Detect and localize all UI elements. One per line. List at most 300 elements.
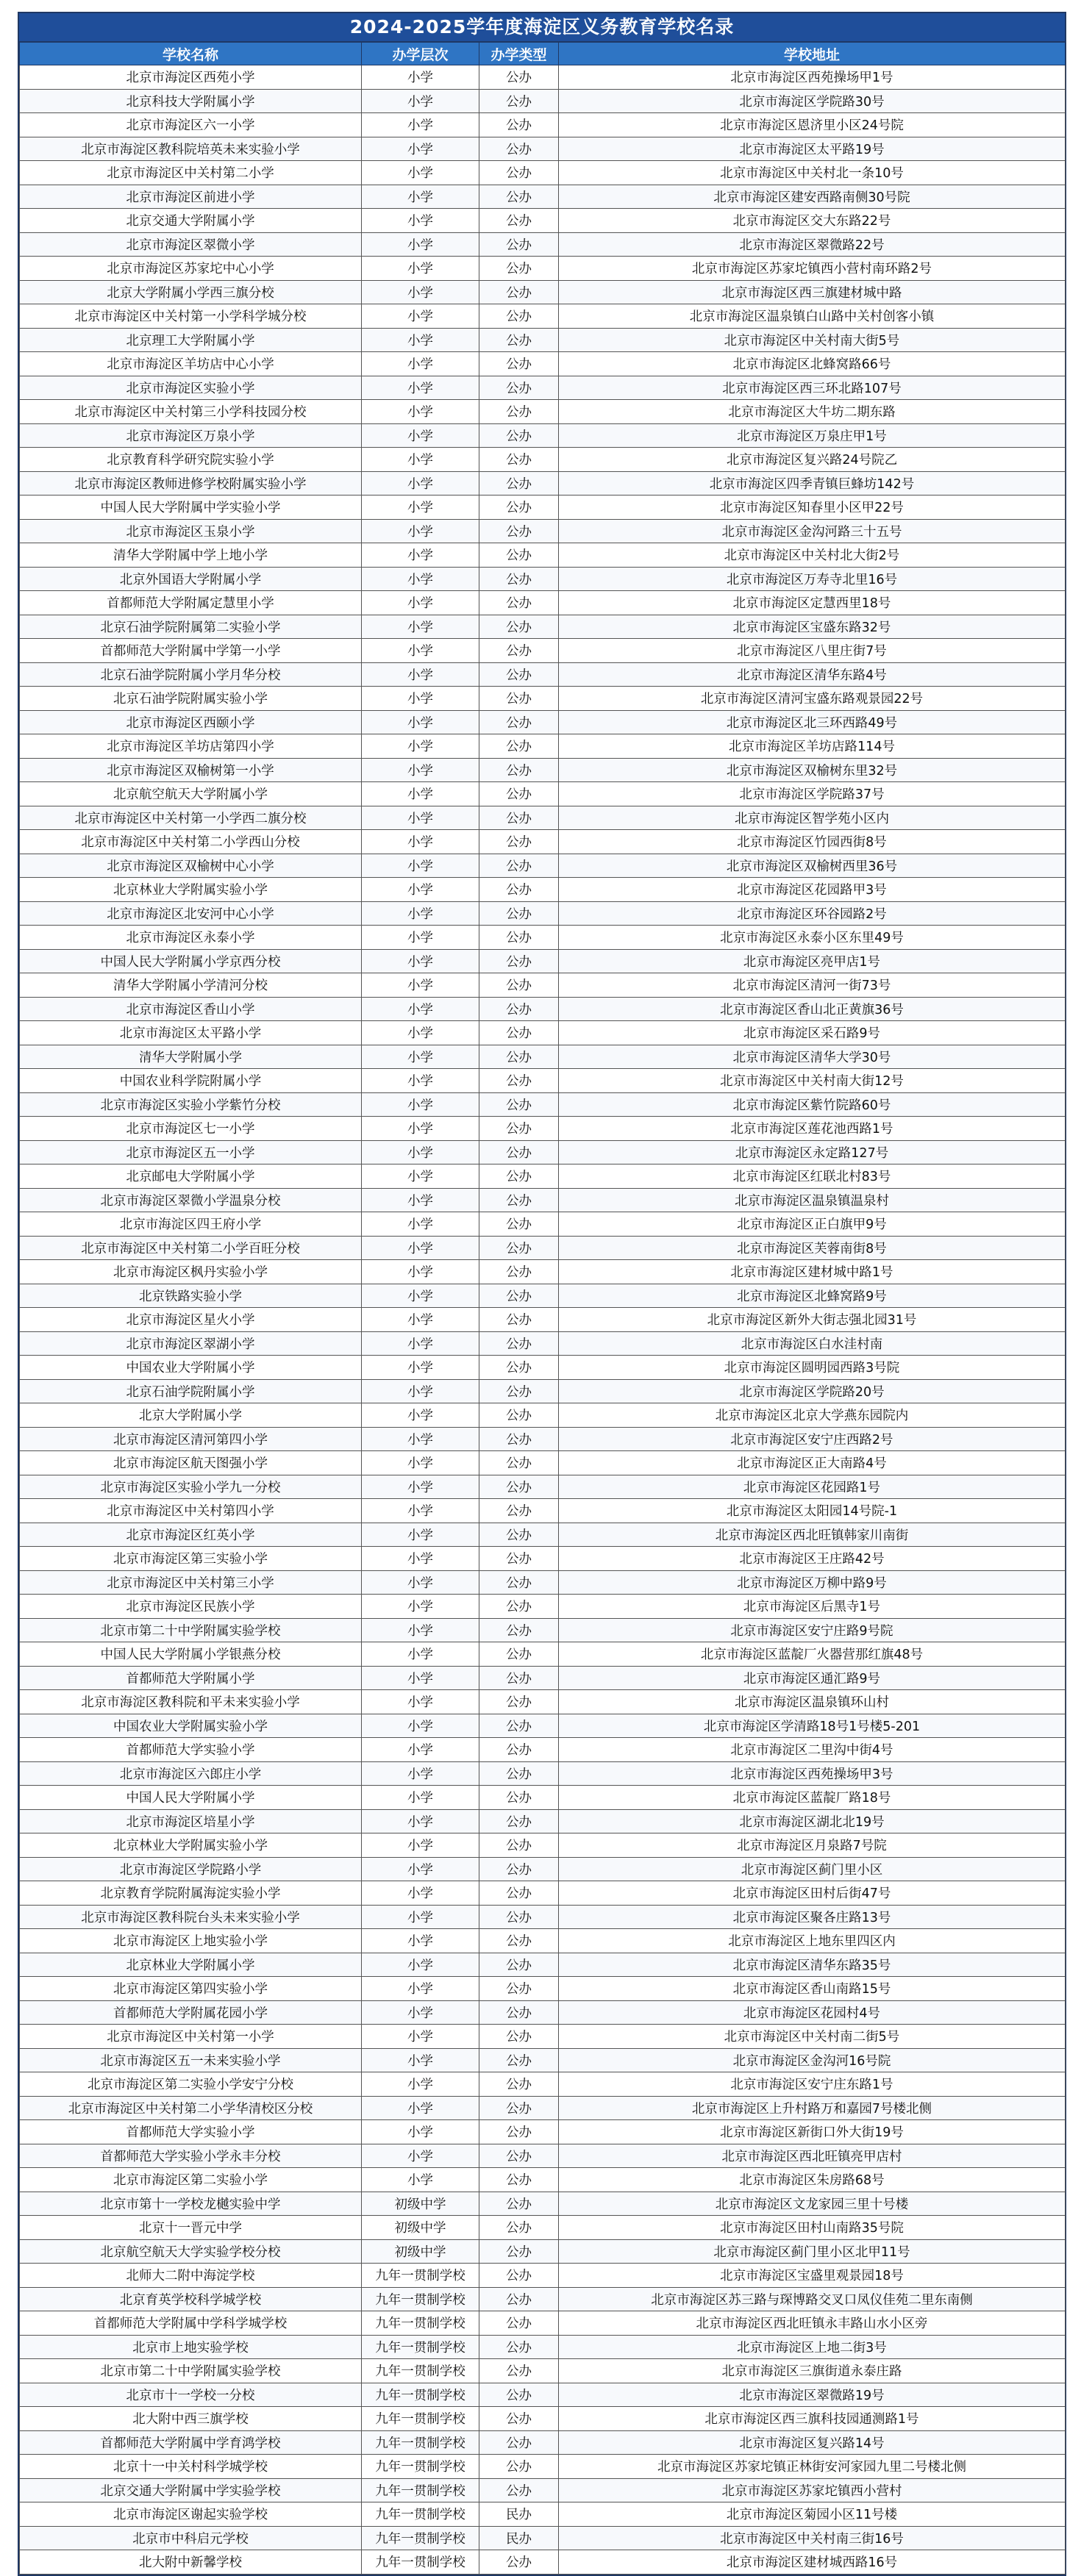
school-name-cell: 北京市海淀区第四实验小学 — [20, 1977, 362, 2001]
school-name-cell: 北京市海淀区双榆树第一小学 — [20, 758, 362, 782]
table-row — [20, 471, 1066, 495]
school-address-cell: 北京市海淀区紫竹院路60号 — [559, 1092, 1066, 1117]
school-type-cell: 公办 — [479, 1117, 559, 1141]
table-row — [20, 830, 1066, 854]
table-row — [20, 2502, 1066, 2527]
school-address-cell: 北京市海淀区采石路9号 — [559, 1021, 1066, 1045]
school-type-cell: 公办 — [479, 1761, 559, 1786]
school-level-cell: 小学 — [362, 806, 479, 830]
school-address-cell: 北京市海淀区中关村南三街16号 — [559, 2526, 1066, 2550]
school-level-cell: 小学 — [362, 1905, 479, 1929]
table-row — [20, 1260, 1066, 1284]
table-row — [20, 1117, 1066, 1141]
school-level-cell: 小学 — [362, 1475, 479, 1499]
school-name-cell: 北京交通大学附属小学 — [20, 209, 362, 233]
school-address-cell: 北京市海淀区后黑寺1号 — [559, 1595, 1066, 1619]
table-row — [20, 2311, 1066, 2336]
table-row — [20, 2264, 1066, 2288]
school-level-cell: 九年一贯制学校 — [362, 2455, 479, 2479]
school-type-cell: 公办 — [479, 185, 559, 209]
school-address-cell: 北京市海淀区香山南路15号 — [559, 1977, 1066, 2001]
table-row — [20, 1570, 1066, 1595]
school-level-cell: 小学 — [362, 1953, 479, 1977]
table-row — [20, 1308, 1066, 1332]
school-type-cell: 公办 — [479, 1714, 559, 1738]
school-name-cell: 北大附中西三旗学校 — [20, 2407, 362, 2431]
school-type-cell: 公办 — [479, 2072, 559, 2097]
school-level-cell: 小学 — [362, 471, 479, 495]
school-name-cell: 北京市海淀区第二实验小学安宁分校 — [20, 2072, 362, 2097]
school-level-cell: 小学 — [362, 591, 479, 615]
school-level-cell: 小学 — [362, 1092, 479, 1117]
school-name-cell: 中国农业大学附属小学 — [20, 1356, 362, 1380]
table-row — [20, 1356, 1066, 1380]
table-row — [20, 328, 1066, 352]
school-level-cell: 小学 — [362, 185, 479, 209]
school-level-cell: 小学 — [362, 352, 479, 376]
school-level-cell: 小学 — [362, 89, 479, 113]
school-level-cell: 小学 — [362, 543, 479, 568]
table-row — [20, 1427, 1066, 1451]
school-name-cell: 北京市海淀区中关村第三小学 — [20, 1570, 362, 1595]
school-address-cell: 北京市海淀区田村后街47号 — [559, 1881, 1066, 1906]
school-level-cell: 小学 — [362, 209, 479, 233]
school-level-cell: 小学 — [362, 1690, 479, 1714]
school-address-cell: 北京市海淀区复兴路24号院乙 — [559, 448, 1066, 472]
school-type-cell: 公办 — [479, 949, 559, 973]
school-name-cell: 北京市海淀区前进小学 — [20, 185, 362, 209]
school-name-cell: 北京市中科启元学校 — [20, 2526, 362, 2550]
school-type-cell: 公办 — [479, 65, 559, 90]
school-type-cell: 公办 — [479, 997, 559, 1021]
school-name-cell: 北京十一晋元中学 — [20, 2216, 362, 2240]
school-address-cell: 北京市海淀区芙蓉南街8号 — [559, 1236, 1066, 1260]
school-level-cell: 小学 — [362, 328, 479, 352]
school-name-cell: 北京市十一学校一分校 — [20, 2383, 362, 2407]
school-address-cell: 北京市海淀区翠微路19号 — [559, 2383, 1066, 2407]
school-address-cell: 北京市海淀区北京大学燕东园院内 — [559, 1403, 1066, 1428]
school-level-cell: 小学 — [362, 567, 479, 591]
table-row — [20, 687, 1066, 711]
school-address-cell: 北京市海淀区聚各庄路13号 — [559, 1905, 1066, 1929]
table-row — [20, 1857, 1066, 1881]
school-type-cell: 公办 — [479, 926, 559, 950]
school-name-cell: 北京市海淀区翠湖小学 — [20, 1331, 362, 1356]
school-name-cell: 首都师范大学附属定慧里小学 — [20, 591, 362, 615]
school-type-cell: 公办 — [479, 2383, 559, 2407]
school-address-cell: 北京市海淀区正大南路4号 — [559, 1451, 1066, 1475]
school-name-cell: 北京市海淀区玉泉小学 — [20, 519, 362, 543]
school-level-cell: 小学 — [362, 1738, 479, 1762]
school-name-cell: 北京市海淀区香山小学 — [20, 997, 362, 1021]
table-row — [20, 376, 1066, 400]
school-level-cell: 小学 — [362, 423, 479, 448]
table-row — [20, 2025, 1066, 2049]
school-address-cell: 北京市海淀区八里庄街7号 — [559, 639, 1066, 663]
school-type-cell: 公办 — [479, 687, 559, 711]
school-address-cell: 北京市海淀区中关村北大街2号 — [559, 543, 1066, 568]
school-name-cell: 北京市海淀区太平路小学 — [20, 1021, 362, 1045]
school-address-cell: 北京市海淀区蓟门里小区 — [559, 1857, 1066, 1881]
table-row — [20, 1618, 1066, 1642]
table-row — [20, 257, 1066, 281]
school-address-cell: 北京市海淀区清华东路4号 — [559, 662, 1066, 687]
school-name-cell: 首都师范大学实验小学 — [20, 1738, 362, 1762]
school-level-cell: 小学 — [362, 830, 479, 854]
school-level-cell: 小学 — [362, 1451, 479, 1475]
school-address-cell: 北京市海淀区湖北北19号 — [559, 1809, 1066, 1833]
school-name-cell: 首都师范大学附属中学科学城学校 — [20, 2311, 362, 2336]
school-type-cell: 公办 — [479, 2335, 559, 2359]
school-name-cell: 北京市海淀区航天图强小学 — [20, 1451, 362, 1475]
table-row — [20, 1212, 1066, 1237]
school-address-cell: 北京市海淀区定慧西里18号 — [559, 591, 1066, 615]
school-address-cell: 北京市海淀区二里沟中街4号 — [559, 1738, 1066, 1762]
school-type-cell: 公办 — [479, 232, 559, 257]
school-name-cell: 北京市海淀区枫丹实验小学 — [20, 1260, 362, 1284]
school-name-cell: 北京市海淀区双榆树中心小学 — [20, 854, 362, 878]
school-address-cell: 北京市海淀区金沟河路三十五号 — [559, 519, 1066, 543]
school-name-cell: 中国人民大学附属小学银燕分校 — [20, 1642, 362, 1667]
school-level-cell: 小学 — [362, 1140, 479, 1164]
school-level-cell: 小学 — [362, 495, 479, 520]
school-name-cell: 北京市海淀区清河第四小学 — [20, 1427, 362, 1451]
school-address-cell: 北京市海淀区宝盛东路32号 — [559, 615, 1066, 639]
school-level-cell: 小学 — [362, 1427, 479, 1451]
school-level-cell: 九年一贯制学校 — [362, 2383, 479, 2407]
table-row — [20, 1595, 1066, 1619]
table-row — [20, 734, 1066, 759]
school-level-cell: 小学 — [362, 615, 479, 639]
school-level-cell: 小学 — [362, 113, 479, 137]
school-type-cell: 公办 — [479, 423, 559, 448]
header-row — [20, 43, 1066, 65]
table-row — [20, 1499, 1066, 1523]
school-level-cell: 小学 — [362, 926, 479, 950]
table-row — [20, 782, 1066, 806]
school-address-cell: 北京市海淀区太平路19号 — [559, 137, 1066, 161]
school-name-cell: 北京市海淀区实验小学紫竹分校 — [20, 1092, 362, 1117]
school-directory-sheet — [18, 12, 1066, 2576]
school-name-cell: 北师大二附中海淀学校 — [20, 2264, 362, 2288]
school-address-cell: 北京市海淀区蓝靛厂火器营那红旗48号 — [559, 1642, 1066, 1667]
school-type-cell: 公办 — [479, 1236, 559, 1260]
school-address-cell: 北京市海淀区中关村南大街5号 — [559, 328, 1066, 352]
school-name-cell: 北京石油学院附属第二实验小学 — [20, 615, 362, 639]
table-row — [20, 1236, 1066, 1260]
school-address-cell: 北京市海淀区双榆树西里36号 — [559, 854, 1066, 878]
school-type-cell: 公办 — [479, 854, 559, 878]
school-level-cell: 九年一贯制学校 — [362, 2430, 479, 2455]
school-name-cell: 中国人民大学附属小学 — [20, 1786, 362, 1810]
school-name-cell: 中国人民大学附属中学实验小学 — [20, 495, 362, 520]
table-row — [20, 1953, 1066, 1977]
table-row — [20, 1833, 1066, 1858]
table-row — [20, 65, 1066, 90]
school-name-cell: 北京石油学院附属小学月华分校 — [20, 662, 362, 687]
school-level-cell: 小学 — [362, 1379, 479, 1403]
table-row — [20, 1021, 1066, 1045]
table-row — [20, 519, 1066, 543]
school-name-cell: 清华大学附属小学清河分校 — [20, 973, 362, 998]
school-address-cell: 北京市海淀区朱房路68号 — [559, 2168, 1066, 2192]
school-name-cell: 北京市海淀区七一小学 — [20, 1117, 362, 1141]
school-name-cell: 北京市海淀区羊坊店中心小学 — [20, 352, 362, 376]
table-row — [20, 185, 1066, 209]
school-name-cell: 北京市海淀区谢起实验学校 — [20, 2502, 362, 2527]
school-type-cell: 公办 — [479, 1809, 559, 1833]
school-type-cell: 公办 — [479, 2144, 559, 2168]
school-name-cell: 北京市海淀区六郎庄小学 — [20, 1761, 362, 1786]
school-type-cell: 公办 — [479, 519, 559, 543]
school-level-cell: 小学 — [362, 662, 479, 687]
table-row — [20, 1379, 1066, 1403]
school-name-cell: 北京市海淀区六一小学 — [20, 113, 362, 137]
school-address-cell: 北京市海淀区蓝靛厂路18号 — [559, 1786, 1066, 1810]
school-type-cell: 公办 — [479, 758, 559, 782]
school-type-cell: 公办 — [479, 1356, 559, 1380]
school-name-cell: 北京林业大学附属小学 — [20, 1953, 362, 1977]
school-type-cell: 公办 — [479, 662, 559, 687]
school-level-cell: 小学 — [362, 1714, 479, 1738]
school-name-cell: 北京市海淀区苏家坨中心小学 — [20, 257, 362, 281]
school-level-cell: 九年一贯制学校 — [362, 2264, 479, 2288]
school-address-cell: 北京市海淀区太阳园14号院-1 — [559, 1499, 1066, 1523]
table-row — [20, 1451, 1066, 1475]
school-level-cell: 小学 — [362, 1761, 479, 1786]
school-name-cell: 北京教育科学研究院实验小学 — [20, 448, 362, 472]
school-name-cell: 北京市海淀区西颐小学 — [20, 710, 362, 734]
table-row — [20, 901, 1066, 926]
table-row — [20, 878, 1066, 902]
table-row — [20, 567, 1066, 591]
table-row — [20, 2120, 1066, 2144]
school-type-cell: 公办 — [479, 376, 559, 400]
school-name-cell: 北京市海淀区实验小学 — [20, 376, 362, 400]
school-name-cell: 北京市海淀区实验小学九一分校 — [20, 1475, 362, 1499]
school-type-cell: 公办 — [479, 639, 559, 663]
table-row — [20, 1523, 1066, 1547]
school-type-cell: 公办 — [479, 1881, 559, 1906]
school-address-cell: 北京市海淀区白水洼村南 — [559, 1331, 1066, 1356]
school-type-cell: 公办 — [479, 1833, 559, 1858]
school-level-cell: 小学 — [362, 758, 479, 782]
school-address-cell: 北京市海淀区安宁庄东路1号 — [559, 2072, 1066, 2097]
school-type-cell: 公办 — [479, 1595, 559, 1619]
school-address-cell: 北京市海淀区上地二街3号 — [559, 2335, 1066, 2359]
school-address-cell: 北京市海淀区新外大街志强北园31号 — [559, 1308, 1066, 1332]
school-name-cell: 北京市海淀区教科院和平未来实验小学 — [20, 1690, 362, 1714]
school-name-cell: 北京市海淀区北安河中心小学 — [20, 901, 362, 926]
school-name-cell: 北京市海淀区中关村第一小学 — [20, 2025, 362, 2049]
header-school-address: 学校地址 — [559, 43, 1066, 65]
school-level-cell: 小学 — [362, 710, 479, 734]
table-row — [20, 1761, 1066, 1786]
school-type-cell: 公办 — [479, 1857, 559, 1881]
school-level-cell: 小学 — [362, 2072, 479, 2097]
school-type-cell: 公办 — [479, 2478, 559, 2502]
school-name-cell: 北京科技大学附属小学 — [20, 89, 362, 113]
table-row — [20, 113, 1066, 137]
school-name-cell: 北京市海淀区培星小学 — [20, 1809, 362, 1833]
school-address-cell: 北京市海淀区西苑操场甲1号 — [559, 65, 1066, 90]
table-row — [20, 1045, 1066, 1069]
school-address-cell: 北京市海淀区文龙家园三里十号楼 — [559, 2192, 1066, 2216]
school-level-cell: 小学 — [362, 519, 479, 543]
school-name-cell: 北京育英学校科学城学校 — [20, 2287, 362, 2311]
school-address-cell: 北京市海淀区王庄路42号 — [559, 1547, 1066, 1571]
school-name-cell: 北京航空航天大学实验学校分校 — [20, 2239, 362, 2264]
school-type-cell: 公办 — [479, 304, 559, 329]
school-address-cell: 北京市海淀区西北旺镇韩家川南街 — [559, 1523, 1066, 1547]
school-type-cell: 公办 — [479, 352, 559, 376]
school-type-cell: 公办 — [479, 2264, 559, 2288]
school-type-cell: 公办 — [479, 1642, 559, 1667]
school-address-cell: 北京市海淀区竹园西街8号 — [559, 830, 1066, 854]
school-level-cell: 小学 — [362, 1523, 479, 1547]
school-type-cell: 公办 — [479, 113, 559, 137]
school-address-cell: 北京市海淀区翠微路22号 — [559, 232, 1066, 257]
school-level-cell: 小学 — [362, 1618, 479, 1642]
school-type-cell: 公办 — [479, 782, 559, 806]
school-address-cell: 北京市海淀区四季青镇巨蜂坊142号 — [559, 471, 1066, 495]
school-name-cell: 首都师范大学附属花园小学 — [20, 2000, 362, 2025]
school-name-cell: 北京十一中关村科学城学校 — [20, 2455, 362, 2479]
school-name-cell: 清华大学附属小学 — [20, 1045, 362, 1069]
school-level-cell: 小学 — [362, 973, 479, 998]
table-row — [20, 1188, 1066, 1212]
table-row — [20, 1642, 1066, 1667]
school-address-cell: 北京市海淀区香山北正黄旗36号 — [559, 997, 1066, 1021]
school-type-cell: 公办 — [479, 543, 559, 568]
school-name-cell: 北京市海淀区羊坊店第四小学 — [20, 734, 362, 759]
school-type-cell: 公办 — [479, 448, 559, 472]
school-address-cell: 北京市海淀区安宁庄西路2号 — [559, 1427, 1066, 1451]
school-type-cell: 公办 — [479, 2311, 559, 2336]
school-level-cell: 小学 — [362, 1809, 479, 1833]
school-type-cell: 公办 — [479, 615, 559, 639]
school-type-cell: 民办 — [479, 2526, 559, 2550]
school-address-cell: 北京市海淀区中关村南大街12号 — [559, 1069, 1066, 1093]
school-type-cell: 公办 — [479, 1523, 559, 1547]
table-row — [20, 2550, 1066, 2575]
school-level-cell: 小学 — [362, 1833, 479, 1858]
school-name-cell: 北京邮电大学附属小学 — [20, 1164, 362, 1189]
school-address-cell: 北京市海淀区北三环西路49号 — [559, 710, 1066, 734]
school-type-cell: 公办 — [479, 2359, 559, 2383]
table-row — [20, 806, 1066, 830]
table-row — [20, 2478, 1066, 2502]
school-address-cell: 北京市海淀区温泉镇环山村 — [559, 1690, 1066, 1714]
table-row — [20, 615, 1066, 639]
table-row — [20, 758, 1066, 782]
school-type-cell: 公办 — [479, 2096, 559, 2120]
school-address-cell: 北京市海淀区蓟门里小区北甲11号 — [559, 2239, 1066, 2264]
school-level-cell: 小学 — [362, 1021, 479, 1045]
table-row — [20, 639, 1066, 663]
school-type-cell: 公办 — [479, 2048, 559, 2072]
school-type-cell: 公办 — [479, 1069, 559, 1093]
table-row — [20, 1738, 1066, 1762]
school-type-cell: 公办 — [479, 1260, 559, 1284]
school-name-cell: 北大附中新馨学校 — [20, 2550, 362, 2575]
school-address-cell: 北京市海淀区永泰小区东里49号 — [559, 926, 1066, 950]
school-name-cell: 北京市海淀区教科院培英未来实验小学 — [20, 137, 362, 161]
school-name-cell: 北京市海淀区教科院台头未来实验小学 — [20, 1905, 362, 1929]
table-row — [20, 280, 1066, 304]
school-address-cell: 北京市海淀区菊园小区11号楼 — [559, 2502, 1066, 2527]
school-name-cell: 北京理工大学附属小学 — [20, 328, 362, 352]
table-row — [20, 2192, 1066, 2216]
school-level-cell: 小学 — [362, 1045, 479, 1069]
school-type-cell: 公办 — [479, 1905, 559, 1929]
school-type-cell: 公办 — [479, 2025, 559, 2049]
school-address-cell: 北京市海淀区西三旗科技园通测路1号 — [559, 2407, 1066, 2431]
school-address-cell: 北京市海淀区双榆树东里32号 — [559, 758, 1066, 782]
school-address-cell: 北京市海淀区万寿寺北里16号 — [559, 567, 1066, 591]
school-name-cell: 北京市海淀区中关村第二小学 — [20, 161, 362, 185]
school-name-cell: 北京市海淀区中关村第一小学科学城分校 — [20, 304, 362, 329]
school-type-cell: 公办 — [479, 2120, 559, 2144]
table-row — [20, 495, 1066, 520]
school-name-cell: 北京市海淀区中关村第一小学西二旗分校 — [20, 806, 362, 830]
school-level-cell: 初级中学 — [362, 2239, 479, 2264]
school-level-cell: 小学 — [362, 1356, 479, 1380]
school-address-cell: 北京市海淀区学院路20号 — [559, 1379, 1066, 1403]
school-level-cell: 小学 — [362, 2000, 479, 2025]
school-level-cell: 小学 — [362, 257, 479, 281]
table-row — [20, 89, 1066, 113]
table-row — [20, 2239, 1066, 2264]
school-name-cell: 中国人民大学附属小学京西分校 — [20, 949, 362, 973]
school-name-cell: 清华大学附属中学上地小学 — [20, 543, 362, 568]
school-type-cell: 公办 — [479, 1308, 559, 1332]
school-level-cell: 小学 — [362, 400, 479, 424]
school-name-cell: 北京市海淀区民族小学 — [20, 1595, 362, 1619]
school-level-cell: 小学 — [362, 65, 479, 90]
school-type-cell: 公办 — [479, 1379, 559, 1403]
table-row — [20, 2168, 1066, 2192]
school-level-cell: 小学 — [362, 161, 479, 185]
school-address-cell: 北京市海淀区中关村北一条10号 — [559, 161, 1066, 185]
school-name-cell: 北京市海淀区中关村第四小学 — [20, 1499, 362, 1523]
school-level-cell: 小学 — [362, 997, 479, 1021]
school-address-cell: 北京市海淀区智学苑小区内 — [559, 806, 1066, 830]
school-name-cell: 北京市海淀区星火小学 — [20, 1308, 362, 1332]
table-row — [20, 161, 1066, 185]
school-address-cell: 北京市海淀区苏家坨镇正林街安河家园九里二号楼北侧 — [559, 2455, 1066, 2479]
table-row — [20, 1690, 1066, 1714]
school-type-cell: 公办 — [479, 830, 559, 854]
school-level-cell: 小学 — [362, 376, 479, 400]
school-address-cell: 北京市海淀区通汇路9号 — [559, 1666, 1066, 1690]
school-name-cell: 北京市海淀区中关村第三小学科技园分校 — [20, 400, 362, 424]
school-type-cell: 公办 — [479, 495, 559, 520]
school-address-cell: 北京市海淀区西苑操场甲3号 — [559, 1761, 1066, 1786]
school-type-cell: 公办 — [479, 901, 559, 926]
school-name-cell: 北京市海淀区万泉小学 — [20, 423, 362, 448]
school-address-cell: 北京市海淀区永定路127号 — [559, 1140, 1066, 1164]
school-name-cell: 北京外国语大学附属小学 — [20, 567, 362, 591]
school-address-cell: 北京市海淀区田村山南路35号院 — [559, 2216, 1066, 2240]
school-name-cell: 北京石油学院附属小学 — [20, 1379, 362, 1403]
table-row — [20, 2000, 1066, 2025]
school-name-cell: 中国农业大学附属实验小学 — [20, 1714, 362, 1738]
school-type-cell: 公办 — [479, 710, 559, 734]
school-level-cell: 小学 — [362, 1595, 479, 1619]
school-address-cell: 北京市海淀区正白旗甲9号 — [559, 1212, 1066, 1237]
school-name-cell: 中国农业科学院附属小学 — [20, 1069, 362, 1093]
